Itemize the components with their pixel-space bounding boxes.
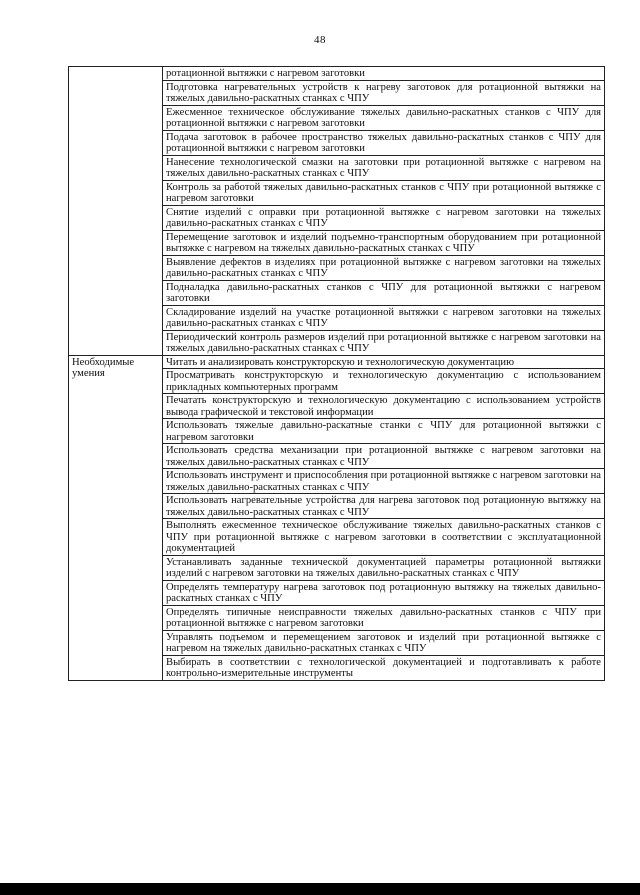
required-skills-item: Управлять подъемом и перемещением заготовок и изделий при ротационной вытяжке с нагревом на тяжелых давильно-раскатных станках с ЧПУ [163,630,605,655]
required-skills-item: Использовать средства механизации при ротационной вытяжке с нагревом заготовки на тяжелых давильно-раскатных станках с ЧПУ [163,444,605,469]
required-skills-item: Устанавливать заданные технической документацией параметры ротационной вытяжки изделий с нагревом заготовки на тяжелых давильно-раскатных станках с ЧПУ [163,555,605,580]
required-skills-item: Использовать нагревательные устройства для нагрева заготовок под ротационную вытяжку на тяжелых давильно-раскатных станках с ЧПУ [163,494,605,519]
labor-actions-item: Подналадка давильно-раскатных станков с ЧПУ для ротационной вытяжки с нагревом заготовки [163,280,605,305]
requirements-table-body [69,67,605,681]
labor-actions-item: Снятие изделий с оправки при ротационной вытяжке с нагревом заготовки на тяжелых давильно-раскатных станках с ЧПУ [163,205,605,230]
required-skills-item: Выбирать в соответствии с технологической документацией и подготавливать к работе контрольно-измерительные инструменты [163,655,605,680]
required-skills-item: Определять типичные неисправности тяжелых давильно-раскатных станков с ЧПУ при ротационной вытяжке с нагревом заготовки [163,605,605,630]
required-skills-item: Печатать конструкторскую и технологическую документацию с использованием устройств вывода графической и текстовой информации [163,394,605,419]
requirements-table [68,66,605,681]
required-skills-item: Выполнять ежесменное техническое обслуживание тяжелых давильно-раскатных станков с ЧПУ при ротационной вытяжке с нагревом заготовки в соответствии с эксплуатационной документацией [163,519,605,556]
labor-actions-label [69,67,163,356]
required-skills-item: Определять температуру нагрева заготовок под ротационную вытяжку на тяжелых давильно-раскатных станках с ЧПУ [163,580,605,605]
page-number: 48 [314,34,326,46]
required-skills-item: Читать и анализировать конструкторскую и технологическую документацию [163,355,605,369]
labor-actions-row [69,67,605,81]
labor-actions-item: Складирование изделий на участке ротационной вытяжки с нагревом заготовки на тяжелых давильно-раскатных станках с ЧПУ [163,305,605,330]
required-skills-item: Использовать инструмент и приспособления при ротационной вытяжке с нагревом заготовки на тяжелых давильно-раскатных станках с ЧПУ [163,469,605,494]
labor-actions-item: Периодический контроль размеров изделий при ротационной вытяжке с нагревом заготовки на тяжелых давильно-раскатных станках с ЧПУ [163,330,605,355]
labor-actions-item: Контроль за работой тяжелых давильно-раскатных станков с ЧПУ при ротационной вытяжке с нагревом заготовки [163,180,605,205]
required-skills-item: Просматривать конструкторскую и технологическую документацию с использованием прикладных компьютерных программ [163,369,605,394]
labor-actions-item: Ежесменное техническое обслуживание тяжелых давильно-раскатных станков с ЧПУ для ротационной вытяжки с нагревом заготовки [163,105,605,130]
labor-actions-item: ротационной вытяжки с нагревом заготовки [163,67,605,81]
labor-actions-item: Перемещение заготовок и изделий подъемно-транспортным оборудованием при ротационной вытяжке с нагревом на тяжелых давильно-раскатных станках с ЧПУ [163,230,605,255]
required-skills-item: Использовать тяжелые давильно-раскатные станки с ЧПУ для ротационной вытяжки с нагревом заготовки [163,419,605,444]
labor-actions-item: Нанесение технологической смазки на заготовки при ротационной вытяжке с нагревом на тяжелых давильно-раскатных станках с ЧПУ [163,155,605,180]
scan-edge-shadow [0,883,640,895]
labor-actions-item: Подача заготовок в рабочее пространство тяжелых давильно-раскатных станков с ЧПУ для ротационной вытяжки с нагревом заготовки [163,130,605,155]
required-skills-label: Необходимые умения [69,355,163,680]
labor-actions-item: Подготовка нагревательных устройств к нагреву заготовок для ротационной вытяжки на тяжелых давильно-раскатных станках с ЧПУ [163,80,605,105]
labor-actions-item: Выявление дефектов в изделиях при ротационной вытяжке с нагревом заготовки на тяжелых давильно-раскатных станках с ЧПУ [163,255,605,280]
required-skills-row [69,355,605,369]
